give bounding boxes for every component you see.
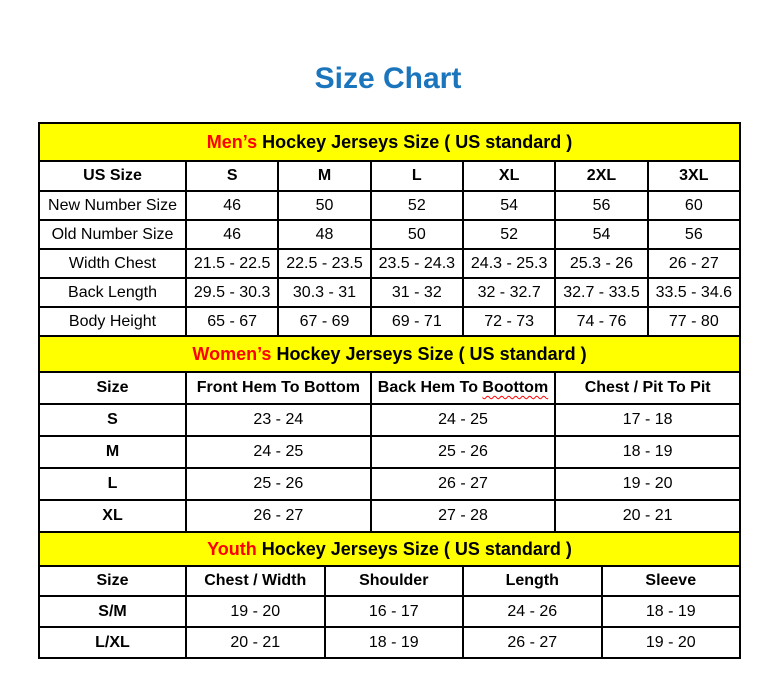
table-row-women-l [39, 468, 740, 500]
size-value-cell: 46 [186, 220, 278, 249]
row-label: New Number Size [39, 191, 186, 220]
column-header-chest-pit: Chest / Pit To Pit [555, 372, 740, 404]
youth-section-title [39, 533, 740, 566]
size-value-cell: 54 [555, 220, 647, 249]
youth-size-table [38, 533, 741, 659]
row-label: Back Length [39, 278, 186, 307]
column-header-chest-width: Chest / Width [186, 566, 325, 596]
row-label: S [39, 404, 186, 436]
womens-size-table [38, 337, 741, 533]
row-label: XL [39, 500, 186, 532]
size-value-cell: 25.3 - 26 [555, 249, 647, 278]
row-label: M [39, 436, 186, 468]
size-value-cell: 19 - 20 [186, 596, 325, 627]
size-value-cell: 20 - 21 [555, 500, 740, 532]
column-header-back-hem [371, 372, 556, 404]
row-label: L [39, 468, 186, 500]
size-chart [38, 122, 741, 659]
size-value-cell: 32.7 - 33.5 [555, 278, 647, 307]
table-row-body-height [39, 307, 740, 336]
table-row-women-s [39, 404, 740, 436]
row-label: Body Height [39, 307, 186, 336]
size-value-cell: 77 - 80 [648, 307, 740, 336]
size-value-cell: 56 [555, 191, 647, 220]
size-value-cell: 26 - 27 [463, 627, 602, 658]
size-value-cell: 60 [648, 191, 740, 220]
mens-section-band [39, 123, 740, 161]
size-value-cell: 24.3 - 25.3 [463, 249, 555, 278]
size-value-cell: 26 - 27 [371, 468, 556, 500]
row-label: S/M [39, 596, 186, 627]
size-value-cell: 27 - 28 [371, 500, 556, 532]
page-title: Size Chart [314, 62, 462, 95]
column-header-3xl: 3XL [648, 161, 740, 191]
table-row-youth-sm [39, 596, 740, 627]
womens-section-band [39, 337, 740, 372]
table-row-new-number-size [39, 191, 740, 220]
size-value-cell: 48 [278, 220, 370, 249]
size-value-cell: 72 - 73 [463, 307, 555, 336]
size-value-cell: 17 - 18 [555, 404, 740, 436]
column-header-length: Length [463, 566, 602, 596]
size-value-cell: 56 [648, 220, 740, 249]
size-value-cell: 20 - 21 [186, 627, 325, 658]
back-hem-label-misspelled: Boottom [482, 379, 549, 396]
mens-section-title-highlight: Men’s [206, 131, 258, 152]
womens-section-title-highlight: Women’s [192, 343, 272, 364]
size-value-cell: 67 - 69 [278, 307, 370, 336]
size-value-cell: 46 [186, 191, 278, 220]
youth-section-band [39, 533, 740, 566]
size-value-cell: 33.5 - 34.6 [648, 278, 740, 307]
size-value-cell: 24 - 25 [186, 436, 371, 468]
size-value-cell: 16 - 17 [325, 596, 464, 627]
youth-header-row [39, 566, 740, 596]
size-value-cell: 18 - 19 [325, 627, 464, 658]
size-value-cell: 30.3 - 31 [278, 278, 370, 307]
table-row-width-chest [39, 249, 740, 278]
table-row-women-m [39, 436, 740, 468]
size-value-cell: 65 - 67 [186, 307, 278, 336]
size-value-cell: 50 [278, 191, 370, 220]
size-value-cell: 26 - 27 [186, 500, 371, 532]
column-header-2xl: 2XL [555, 161, 647, 191]
table-row-old-number-size [39, 220, 740, 249]
size-value-cell: 23.5 - 24.3 [371, 249, 463, 278]
row-label: L/XL [39, 627, 186, 658]
column-header-s: S [186, 161, 278, 191]
youth-section-title-highlight: Youth [207, 538, 257, 559]
column-header-front-hem: Front Hem To Bottom [186, 372, 371, 404]
size-value-cell: 21.5 - 22.5 [186, 249, 278, 278]
womens-header-row [39, 372, 740, 404]
womens-section-title-rest: Hockey Jerseys Size ( US standard ) [271, 343, 587, 364]
size-value-cell: 52 [371, 191, 463, 220]
table-row-women-xl [39, 500, 740, 532]
size-value-cell: 24 - 25 [371, 404, 556, 436]
column-header-shoulder: Shoulder [325, 566, 464, 596]
column-header-size: Size [39, 566, 186, 596]
size-value-cell: 54 [463, 191, 555, 220]
size-value-cell: 24 - 26 [463, 596, 602, 627]
size-value-cell: 52 [463, 220, 555, 249]
column-header-size: Size [39, 372, 186, 404]
youth-section-title-rest: Hockey Jerseys Size ( US standard ) [256, 538, 572, 559]
mens-section-title [39, 123, 740, 161]
size-value-cell: 31 - 32 [371, 278, 463, 307]
mens-section-title-rest: Hockey Jerseys Size ( US standard ) [257, 131, 573, 152]
column-header-l: L [371, 161, 463, 191]
column-header-us-size: US Size [39, 161, 186, 191]
size-value-cell: 25 - 26 [371, 436, 556, 468]
row-label: Old Number Size [39, 220, 186, 249]
size-value-cell: 25 - 26 [186, 468, 371, 500]
mens-header-row [39, 161, 740, 191]
table-row-back-length [39, 278, 740, 307]
column-header-m: M [278, 161, 370, 191]
table-row-youth-lxl [39, 627, 740, 658]
column-header-sleeve: Sleeve [602, 566, 741, 596]
back-hem-label-prefix: Back Hem To [377, 379, 483, 396]
size-value-cell: 69 - 71 [371, 307, 463, 336]
size-value-cell: 22.5 - 23.5 [278, 249, 370, 278]
size-value-cell: 19 - 20 [555, 468, 740, 500]
size-value-cell: 29.5 - 30.3 [186, 278, 278, 307]
row-label: Width Chest [39, 249, 186, 278]
size-value-cell: 74 - 76 [555, 307, 647, 336]
size-value-cell: 18 - 19 [602, 596, 741, 627]
size-value-cell: 26 - 27 [648, 249, 740, 278]
size-value-cell: 19 - 20 [602, 627, 741, 658]
size-value-cell: 23 - 24 [186, 404, 371, 436]
mens-size-table [38, 122, 741, 337]
column-header-xl: XL [463, 161, 555, 191]
size-value-cell: 50 [371, 220, 463, 249]
womens-section-title [39, 337, 740, 372]
size-value-cell: 18 - 19 [555, 436, 740, 468]
size-value-cell: 32 - 32.7 [463, 278, 555, 307]
